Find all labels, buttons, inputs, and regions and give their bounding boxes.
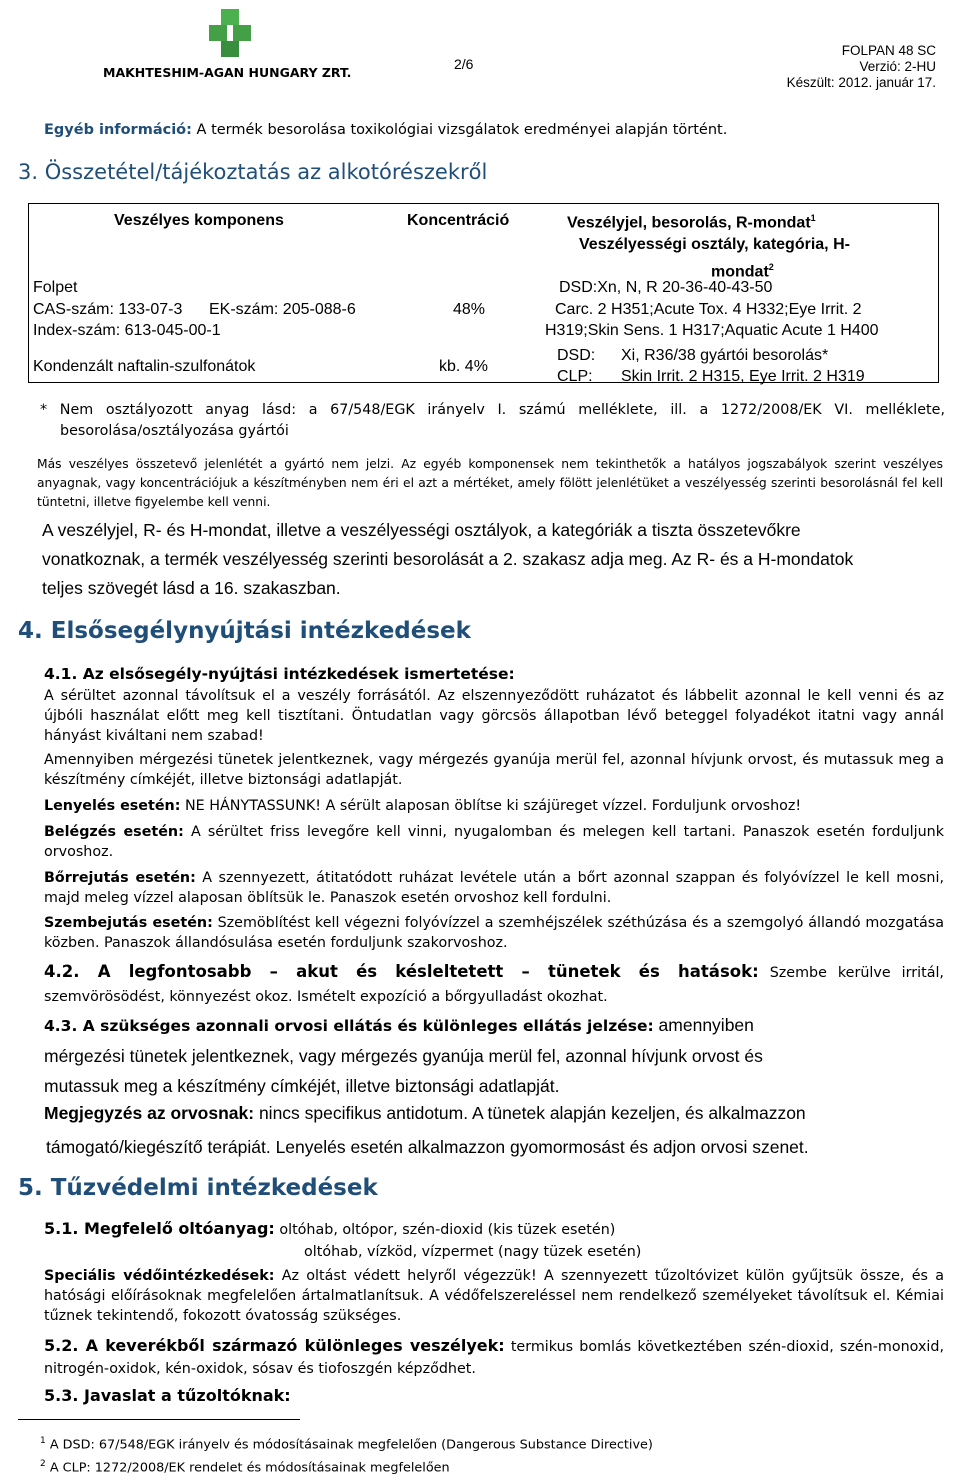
naphthalene-dsd-value: Xi, R36/38 gyártói besorolás* — [621, 347, 829, 364]
folpet-cas: CAS-szám: 133-07-3 — [33, 301, 183, 318]
other-components-para: Más veszélyes összetevő jelenlétét a gyártó nem jelzi. Az egyéb komponensek nem tekinthetők a hatályos jogszabályok szerint veszélyes anyagnak, vagy koncentrációjuk a készítményben nem éri el azt a mértéket, amely fölött jelenlétüket a veszélyesség szerinti besorolásnál fel kell tüntetni, illetve figyelembe kell venni. — [37, 457, 943, 509]
folpet-name: Folpet — [33, 279, 78, 296]
skin-para: Bőrrejutás esetén: A szennyezett, átitatódott ruházat levétele után a bőrt azonnal szappan és folyóvízzel le kell mosni, majd meleg vízzel alaposan öblítsük le. Panaszok esetén orvoshoz kell fordulni. — [44, 870, 944, 906]
inhale-para: Belégzés esetén: A sérültet friss levegőre kell vinni, nyugalomban és melegen kell tartani. Panaszok esetén forduljunk orvoshoz. — [44, 824, 945, 860]
classification-note: A veszélyjel, R- és H-mondat, illetve a veszélyességi osztályok, a kategóriák a tiszta összetevőkre vonatkoznak, a termék veszélyesség szerinti besorolását a 2. szakasz adja meg. Az R- és a H-mondatok teljes szövegét lásd a 16. szakaszban. — [42, 520, 854, 598]
naphthalene-name: Kondenzált naftalin-szulfonátok — [33, 358, 256, 375]
folpet-class-3: H319;Skin Sens. 1 H317;Aquatic Acute 1 H400 — [545, 322, 879, 339]
footnote-1: $^1$ A DSD: 67/548/EGK irányelv és módosításainak megfelelően (Dangerous Substance Directive) — [40, 1436, 653, 1453]
naphthalene-clp-value: Skin Irrit. 2 H315, Eye Irrit. 2 H319 — [621, 368, 865, 385]
other-info-label: Egyéb információ: — [44, 122, 192, 138]
s42-para: 4.2. A legfontosabb – akut és késleltetett – tünetek és hatások: Szembe kerülve irritál, szemvörösödést, könnyezést okoz. Ismételt expozíció a bőrgyulladást okozhat. — [44, 962, 944, 1005]
other-info-text: A termék besorolása toxikológiai vizsgálatok eredményei alapján történt. — [196, 122, 728, 138]
composition-table — [28, 203, 939, 383]
s51-para: 5.1. Megfelelő oltóanyag: oltóhab, oltópor, szén-dioxid (kis tüzek esetén) oltóhab, vízköd, vízpermet (nagy tüzek esetén) — [44, 1219, 642, 1260]
section4-title: 4. Elsősegélynyújtási intézkedések — [18, 618, 471, 644]
s43-para: 4.3. A szükséges azonnali orvosi ellátás és különleges ellátás jelzése: amennyiben mérgezési tünetek jelentkeznek, vagy mérgezés gyanúja merül fel, azonnal hívjunk orvost és mutassuk meg a készítmény címkéjét, illetve biztonsági adatlapját. — [44, 1015, 763, 1096]
doctor-note: Megjegyzés az orvosnak: nincs specifikus antidotum. A tünetek alapján kezeljen, és alkalmazzon támogató/kiegészítő terápiát. Lenyelés esetén alkalmazzon gyomormosást és adjon orvosi szenet. — [44, 1103, 809, 1157]
naphthalene-dsd-label: DSD: — [557, 347, 596, 364]
product-name: FOLPAN 48 SC — [841, 43, 936, 58]
s52-para: 5.2. A keverékből származó különleges veszélyek: termikus bomlás következtében szén-dioxid, szén-monoxid, nitrogén-oxidok, kén-oxidok, sósav és tiofoszgén képződhet. — [44, 1336, 944, 1377]
folpet-concentration: 48% — [453, 301, 486, 318]
header-info — [676, 43, 936, 91]
s41-para2: Amennyiben mérgezési tünetek jelentkeznek, vagy mérgezés gyanúja merül fel, azonnal hívjunk orvost, és mutassuk meg a készítmény címkéjét, illetve biztonsági adatlapját. — [44, 752, 944, 788]
company-logo — [200, 5, 260, 61]
footnote-rule — [18, 1419, 300, 1420]
table-footnote: * Nem osztályozott anyag lásd: a 67/548/EGK irányelv I. számú melléklete, ill. a 1272/2008/EK VI. melléklete, besorolása/osztályozása gyártói — [40, 402, 945, 439]
col-header-classification: Veszélyjel, besorolás, R-mondat$^1$ Veszélyességi osztály, kategória, H- mondat$^2$ — [567, 213, 850, 281]
section5-title: 5. Tűzvédelmi intézkedések — [18, 1175, 378, 1201]
col-header-component: Veszélyes komponens — [114, 212, 284, 229]
s53-title: 5.3. Javaslat a tűzoltóknak: — [44, 1386, 291, 1405]
folpet-ek: EK-szám: 205-088-6 — [209, 301, 356, 318]
page-number: 2/6 — [454, 56, 474, 72]
naphthalene-concentration: kb. 4% — [439, 358, 488, 375]
section3-title: 3. Összetétel/tájékoztatás az alkotórészekről — [18, 160, 488, 184]
company-name: MAKHTESHIM-AGAN HUNGARY ZRT. — [103, 65, 352, 80]
issue-date: Készült: 2012. január 17. — [786, 75, 936, 90]
folpet-class-2: Carc. 2 H351;Acute Tox. 4 H332;Eye Irrit. 2 — [555, 301, 862, 318]
version: Verzió: 2-HU — [859, 59, 936, 74]
folpet-index: Index-szám: 613-045-00-1 — [33, 322, 221, 339]
folpet-class-1: DSD:Xn, N, R 20-36-40-43-50 — [559, 279, 773, 296]
col-header-concentration: Koncentráció — [407, 212, 510, 229]
eye-para: Szembejutás esetén: Szemöblítést kell végezni folyóvízzel a szemhéjszélek széthúzása és a szemgolyó állandó mozgatása közben. Panaszok állandósulása esetén forduljunk szakorvoshoz. — [44, 915, 944, 951]
footnote-2: $^2$ A CLP: 1272/2008/EK rendelet és módosításainak megfelelően — [40, 1459, 450, 1476]
other-info — [44, 122, 727, 138]
swallow-para: Lenyelés esetén: NE HÁNYTASSUNK! A sérült alaposan öblítse ki szájüreget vízzel. Forduljunk orvoshoz! — [44, 798, 802, 814]
s41-title: 4.1. Az elsősegély-nyújtási intézkedések ismertetése: — [44, 665, 515, 683]
naphthalene-clp-label: CLP: — [557, 368, 593, 385]
special-measures-para: Speciális védőintézkedések: Az oltást védett helyről végezzük! A szennyezett tűzoltóvizet külön gyűjtsük össze, és a hatósági előírásoknak megfelelően ártalmatlanítsuk. A védőfelszereléssel nem rendelkező személyeket távolítsuk el. Kémiai tűznek tekintendő, fokozott óvatosság szükséges. — [44, 1268, 944, 1324]
s41-para1: A sérültet azonnal távolítsuk el a veszély forrásától. Az elszennyeződött ruházatot és lábbelit azonnal le kell venni és az újbóli használat előtt meg kell tisztítani. Öntudatlan vagy görcsös állapotban lévő beteggel folyadékot itatni vagy annál hányást kiváltani nem szabad! — [44, 688, 944, 744]
